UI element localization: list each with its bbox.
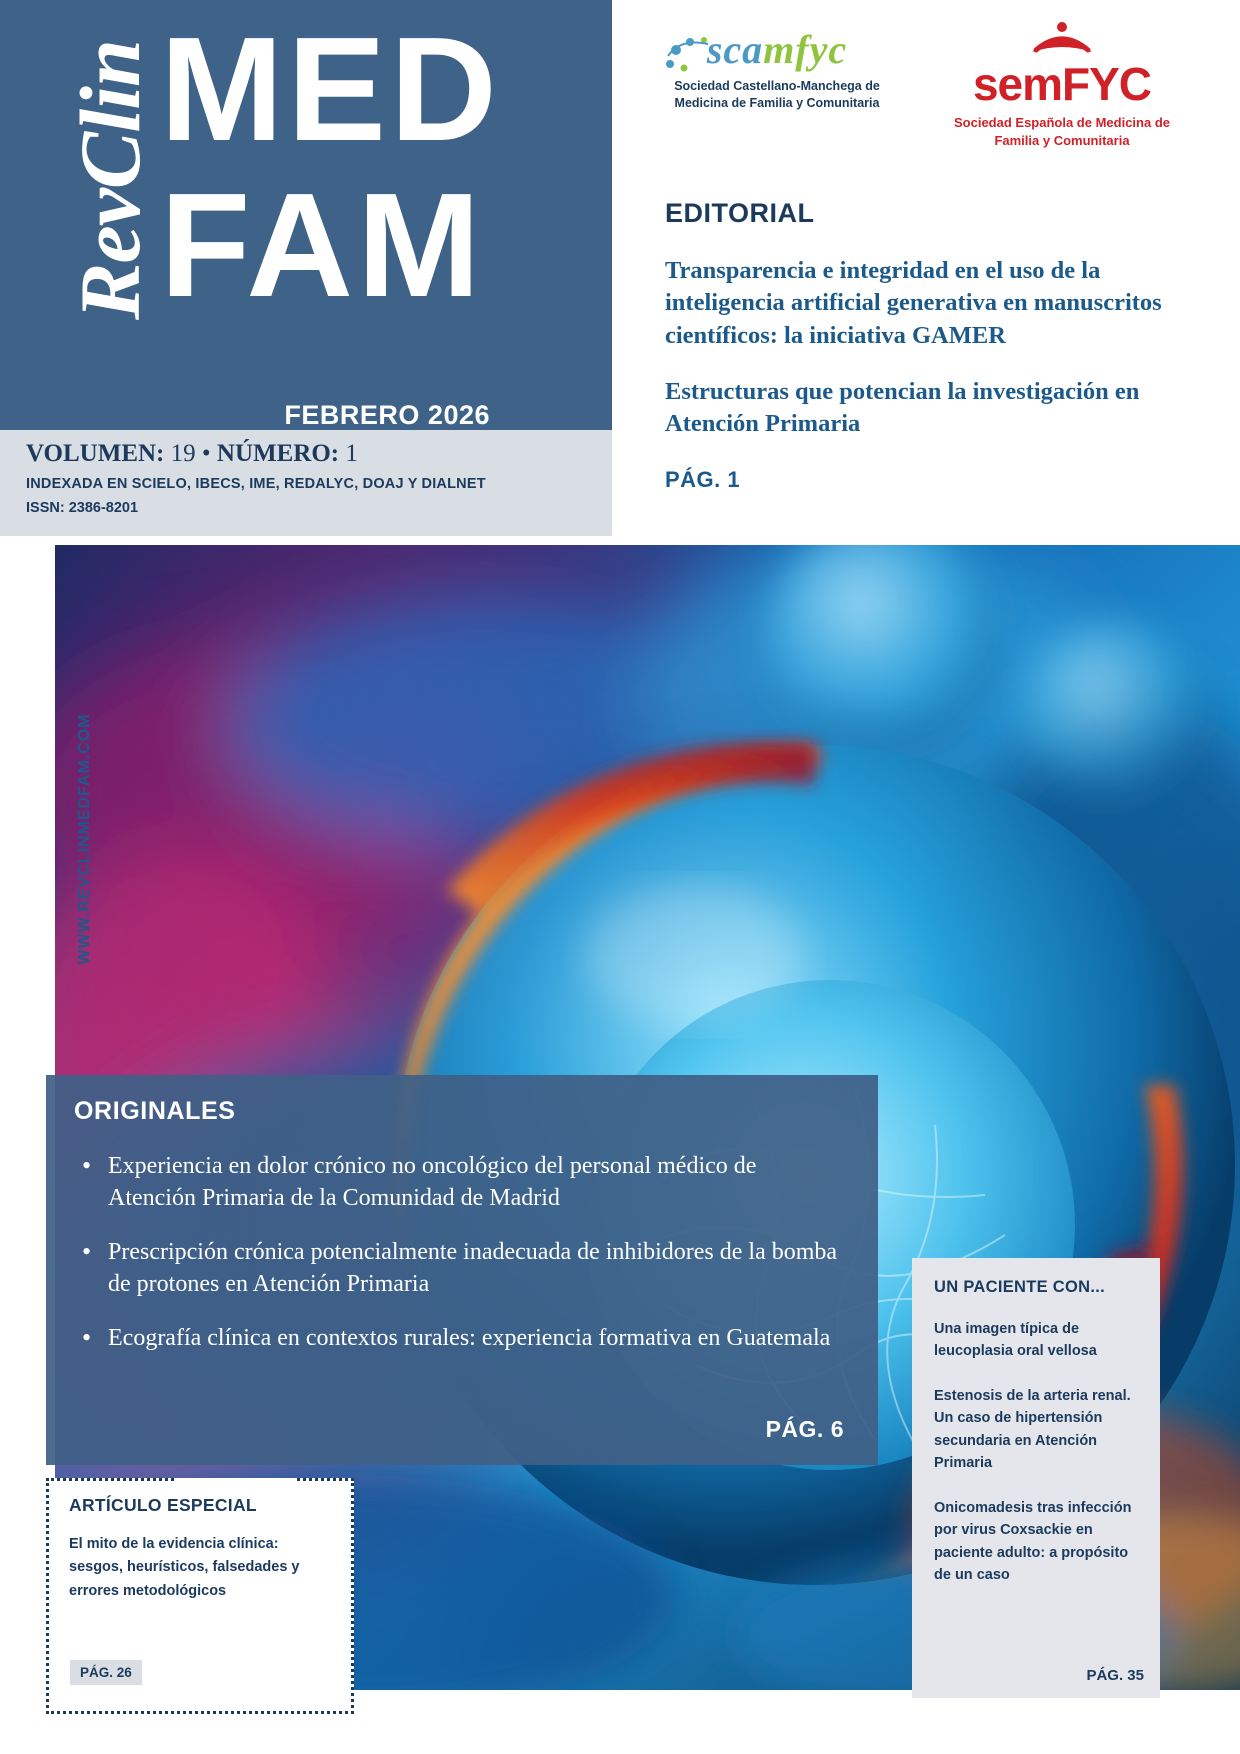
scamfyc-sca-text: sca [706,27,764,72]
articulo-especial-text: El mito de la evidencia clínica: sesgos, heurísticos, falsedades y errores metodológicos [69,1536,300,1599]
semfyc-sem-text: sem [972,58,1063,110]
volume-value: 19 [170,440,196,467]
list-item: Estenosis de la arteria renal. Un caso de hipertensión secundaria en Atención Primaria [934,1387,1131,1472]
editorial-page-ref: PÁG. 1 [665,466,741,492]
journal-website[interactable]: WWW.REVCLINMEDFAM.COM [76,713,93,965]
originales-heading: ORIGINALES [74,1097,236,1125]
semfyc-wordmark [932,58,1192,110]
volume-line [26,440,358,468]
originales-list [76,1151,846,1377]
articulo-especial-page-ref: PÁG. 26 [70,1660,142,1685]
articulo-especial-heading: ARTÍCULO ESPECIAL [69,1495,257,1515]
list-item: Onicomadesis tras infección por virus Coxsackie en paciente adulto: a propósito de un caso [934,1499,1132,1584]
list-item: • Ecografía clínica en contextos rurales: experiencia formativa en Guatemala [76,1323,846,1355]
issn: ISSN: 2386-8201 [26,500,139,516]
editorial-article-2: Estructuras que potencian la investigación en Atención Primaria [665,377,1140,438]
list-item: Una imagen típica de leucoplasia oral vellosa [934,1321,1097,1360]
volume-label: VOLUMEN: [26,440,165,467]
scamfyc-dots-icon [660,34,730,78]
logo-scamfyc [652,27,902,112]
paciente-con-list [934,1318,1140,1609]
originales-page-ref: PÁG. 6 [765,1416,844,1442]
issue-date: FEBRERO 2026 [284,400,490,430]
semfyc-fyc-text: FYC [1062,58,1152,110]
volume-separator: • [201,440,211,467]
articulo-especial-heading-gap [176,1478,296,1490]
paciente-con-section [912,1258,1160,1698]
semfyc-subtitle: Sociedad Española de Medicina de Familia y Comunitaria [953,115,1170,148]
originales-section [46,1075,878,1465]
journal-revclin-wordmark: RevClin [62,40,158,320]
masthead [0,0,612,430]
society-logos [612,0,1240,160]
paciente-con-page-ref: PÁG. 35 [1086,1667,1144,1684]
semfyc-crown-icon [1002,22,1122,56]
editorial-section [665,198,1210,493]
scamfyc-mfyc-text: mfyc [763,27,848,72]
number-value: 1 [345,440,358,467]
journal-fam-wordmark: FAM [160,163,485,328]
scamfyc-subtitle: Sociedad Castellano-Manchega de Medicina de Familia y Comunitaria [674,79,880,110]
paciente-con-heading: UN PACIENTE CON... [934,1278,1106,1296]
list-item: • Prescripción crónica potencialmente inadecuada de inhibidores de la bomba de protones en Atención Primaria [76,1237,846,1301]
editorial-heading: EDITORIAL [665,198,815,228]
indexed-databases: INDEXADA EN SCIELO, IBECS, IME, REDALYC, DOAJ Y DIALNET [26,476,486,492]
volume-band [0,430,612,536]
number-label: NÚMERO: [216,440,340,467]
logo-semfyc [932,22,1192,149]
editorial-article-1: Transparencia e integridad en el uso de la inteligencia artificial generativa en manuscritos científicos: la iniciativa GAMER [665,257,1162,349]
list-item: • Experiencia en dolor crónico no oncológico del personal médico de Atención Primaria de la Comunidad de Madrid [76,1151,846,1215]
journal-med-wordmark: MED [160,7,501,172]
